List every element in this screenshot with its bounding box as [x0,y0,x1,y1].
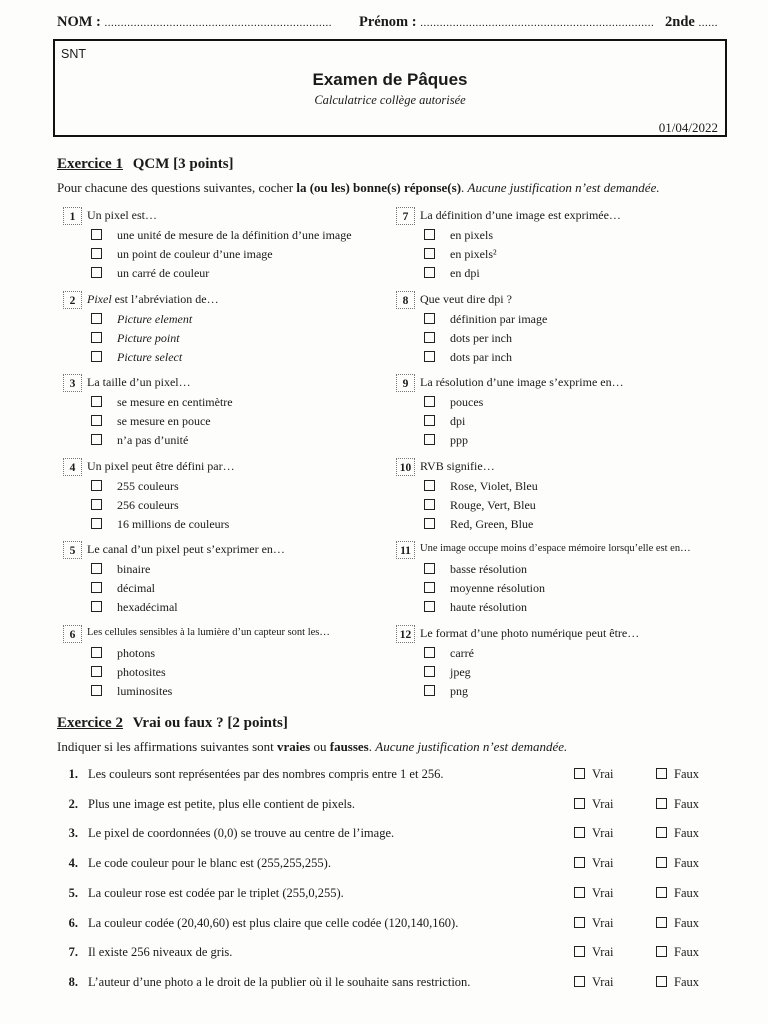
answer-option[interactable] [91,581,155,596]
instruction-or: ou [310,739,330,754]
option-label: en pixels [450,228,493,242]
instruction-italic: Aucune justification n’est demandée. [375,739,568,754]
instruction-bold: la (ou les) bonne(s) réponse(s) [296,180,462,195]
answer-option[interactable] [91,517,229,532]
answer-option[interactable] [91,479,179,494]
faux-choice[interactable] [656,856,699,871]
faux-choice[interactable] [656,886,699,901]
answer-option[interactable] [424,646,474,661]
question-text [87,542,285,557]
class-label: 2nde [665,14,695,30]
question-number: 1 [63,207,82,225]
option-label: une unité de mesure de la définition d’une image [117,228,352,242]
question-text-main: RVB signifie… [420,459,495,473]
prenom-label: Prénom : [359,14,417,30]
question-text [87,208,157,223]
prenom-dots: ........................................................................ [420,17,655,29]
question-text [420,208,621,223]
question-text [420,626,639,641]
faux-checkbox[interactable] [656,946,667,957]
answer-option[interactable] [424,331,512,346]
vrai-checkbox[interactable] [574,768,585,779]
instruction-bold-vraies: vraies [277,739,311,754]
option-label: photosites [117,665,166,679]
option-label: Picture element [117,312,193,326]
faux-checkbox[interactable] [656,917,667,928]
answer-option[interactable] [424,395,483,410]
checkbox[interactable] [91,666,102,677]
faux-label: Faux [674,974,699,989]
exercise1-heading [57,156,234,173]
answer-option[interactable] [424,433,468,448]
faux-label: Faux [674,885,699,900]
option-label: jpeg [450,665,471,679]
faux-choice[interactable] [656,945,699,960]
question-text-main: Le format d’une photo numérique peut être… [420,626,640,640]
checkbox[interactable] [91,518,102,529]
answer-option[interactable] [424,228,493,243]
answer-option[interactable] [424,266,480,281]
option-label: png [450,684,468,698]
vrai-label: Vrai [592,974,614,989]
checkbox[interactable] [424,332,435,343]
vrai-checkbox[interactable] [574,917,585,928]
answer-option[interactable] [424,562,527,577]
checkbox[interactable] [91,332,102,343]
instruction-text: Pour chacune des questions suivantes, cocher [57,180,297,195]
answer-option[interactable] [424,684,468,699]
vrai-choice[interactable] [574,856,613,871]
option-label: Picture point [117,331,180,345]
faux-checkbox[interactable] [656,976,667,987]
option-label: Rouge, Vert, Bleu [450,498,536,512]
answer-option[interactable] [424,247,497,262]
exercise2-label: Exercice 2 [57,715,123,731]
instruction-text: Indiquer si les affirmations suivantes sont [57,739,278,754]
question-text-main: Une image occupe moins d’espace mémoire lorsqu’elle est en… [420,543,691,554]
vrai-label: Vrai [592,915,614,930]
answer-option[interactable] [424,350,512,365]
vrai-label: Vrai [592,856,614,871]
vrai-choice[interactable] [574,767,613,782]
statement-text: Il existe 256 niveaux de gris. [88,945,233,960]
option-label: se mesure en pouce [117,414,211,428]
option-label: photons [117,646,156,660]
class-dots: ...... [698,17,718,29]
question-text-main: La taille d’un pixel… [87,375,191,389]
checkbox[interactable] [91,396,102,407]
vrai-choice[interactable] [574,886,613,901]
question-number: 11 [396,541,415,559]
title-box [53,39,727,137]
checkbox[interactable] [91,563,102,574]
faux-checkbox[interactable] [656,798,667,809]
checkbox[interactable] [424,396,435,407]
question-number: 6 [63,625,82,643]
statement-row [64,767,724,787]
faux-choice[interactable] [656,826,699,841]
nom-dots: ...................................................................... [104,17,333,29]
question-text [87,375,191,390]
statement-text: Le pixel de coordonnées (0,0) se trouve au centre de l’image. [88,826,395,841]
checkbox[interactable] [424,601,435,612]
instruction-sep: . [461,180,468,195]
vrai-checkbox[interactable] [574,857,585,868]
option-label: pouces [450,395,484,409]
answer-option[interactable] [91,331,180,346]
question-text [87,292,219,307]
vrai-checkbox[interactable] [574,976,585,987]
checkbox[interactable] [424,351,435,362]
exam-date: 01/04/2022 [658,120,718,135]
vrai-choice[interactable] [574,826,613,841]
statement-number: 7. [68,945,78,960]
checkbox[interactable] [424,229,435,240]
option-label: définition par image [450,312,548,326]
statement-text: Les couleurs sont représentées par des nombres compris entre 1 et 256. [88,767,444,781]
statement-row [64,856,724,876]
exercise1-title: QCM [3 points] [132,156,234,172]
statement-number: 1. [68,767,78,781]
question-number: 3 [63,374,82,392]
exam-title: Examen de Pâques [312,70,468,89]
question-text [420,292,512,307]
checkbox[interactable] [424,563,435,574]
nom-field[interactable] [57,14,332,31]
checkbox[interactable] [91,434,102,445]
checkbox[interactable] [424,647,435,658]
answer-option[interactable] [91,312,192,327]
checkbox[interactable] [424,434,435,445]
checkbox[interactable] [424,248,435,259]
prenom-field[interactable] [359,14,654,31]
statement-text: L’auteur d’une photo a le droit de la publier où il le souhaite sans restriction. [88,974,471,989]
option-label: carré [450,646,474,660]
checkbox[interactable] [424,499,435,510]
statement-text: Le code couleur pour le blanc est (255,255,255). [88,856,331,871]
answer-option[interactable] [424,312,547,327]
question-number: 5 [63,541,82,559]
answer-option[interactable] [91,266,209,281]
question-text-main: Un pixel est… [87,208,157,222]
checkbox[interactable] [91,313,102,324]
faux-label: Faux [674,945,699,960]
faux-label: Faux [674,767,699,781]
checkbox[interactable] [424,685,435,696]
faux-checkbox[interactable] [656,768,667,779]
answer-option[interactable] [91,350,182,365]
faux-choice[interactable] [656,797,699,812]
statement-row [64,826,724,846]
answer-option[interactable] [91,395,233,410]
option-label: luminosites [117,684,173,698]
statement-number: 8. [68,974,78,989]
option-label: ppp [450,433,468,447]
nom-label: NOM : [57,14,101,30]
question-text [420,543,691,554]
option-label: haute résolution [450,600,527,614]
vrai-checkbox[interactable] [574,798,585,809]
answer-option[interactable] [424,600,527,615]
option-label: moyenne résolution [450,581,545,595]
checkbox[interactable] [91,685,102,696]
question-number: 12 [396,625,415,643]
statement-text: La couleur rose est codée par le triplet (255,0,255). [88,885,344,900]
vrai-choice[interactable] [574,916,613,931]
question-text-main: La résolution d’une image s’exprime en… [420,375,624,389]
question-number: 4 [63,458,82,476]
vrai-choice[interactable] [574,975,613,990]
faux-checkbox[interactable] [656,857,667,868]
question-text [420,375,624,390]
statement-text: La couleur codée (20,40,60) est plus claire que celle codée (120,140,160). [88,915,459,930]
instruction-sep: . [368,739,376,754]
option-label: décimal [117,581,155,595]
checkbox[interactable] [424,313,435,324]
faux-checkbox[interactable] [656,827,667,838]
statement-row [64,916,724,936]
answer-option[interactable] [91,684,172,699]
faux-label: Faux [674,856,699,871]
option-label: Picture select [117,350,183,364]
option-label: dpi [450,414,466,428]
exercise1-label: Exercice 1 [57,156,123,172]
vrai-checkbox[interactable] [574,887,585,898]
instruction-italic: Aucune justification n’est demandée. [467,180,660,195]
class-field[interactable] [665,14,718,31]
question-text-main: est l’abréviation de… [111,292,219,306]
answer-option[interactable] [91,646,155,661]
vrai-choice[interactable] [574,945,613,960]
option-label: 256 couleurs [117,498,179,512]
question-number: 10 [396,458,415,476]
option-label: se mesure en centimètre [117,395,233,409]
question-text-italic: Pixel [87,292,112,306]
answer-option[interactable] [424,498,536,513]
faux-label: Faux [674,826,699,841]
instruction-bold-fausses: fausses [329,739,369,754]
option-label: en pixels² [450,247,497,261]
checkbox[interactable] [91,647,102,658]
question-text [420,459,495,474]
answer-option[interactable] [91,562,150,577]
question-number: 9 [396,374,415,392]
answer-option[interactable] [424,581,545,596]
answer-option[interactable] [424,665,471,680]
vrai-label: Vrai [592,826,614,841]
vrai-choice[interactable] [574,797,613,812]
checkbox[interactable] [424,518,435,529]
question-text-main: Les cellules sensibles à la lumière d’un capteur sont les… [87,627,330,638]
option-label: hexadécimal [117,600,178,614]
statement-row [64,945,724,965]
checkbox[interactable] [91,267,102,278]
question-text [87,459,235,474]
answer-option[interactable] [424,479,538,494]
answer-option[interactable] [91,247,273,262]
exercise2-heading [57,715,288,732]
option-label: Rose, Violet, Bleu [450,479,538,493]
option-label: un carré de couleur [117,266,210,280]
checkbox[interactable] [424,480,435,491]
option-label: n’a pas d’unité [117,433,189,447]
checkbox[interactable] [91,601,102,612]
answer-option[interactable] [91,600,178,615]
subject-label: SNT [61,47,86,61]
checkbox[interactable] [424,582,435,593]
vrai-label: Vrai [592,767,614,781]
answer-option[interactable] [91,228,352,243]
faux-choice[interactable] [656,916,699,931]
answer-option[interactable] [91,433,188,448]
question-text [87,627,330,638]
faux-label: Faux [674,796,699,811]
faux-choice[interactable] [656,767,699,782]
checkbox[interactable] [91,415,102,426]
checkbox[interactable] [91,229,102,240]
option-label: 255 couleurs [117,479,179,493]
checkbox[interactable] [91,351,102,362]
question-text-main: Un pixel peut être défini par… [87,459,235,473]
statement-number: 2. [68,796,78,811]
faux-choice[interactable] [656,975,699,990]
vrai-checkbox[interactable] [574,827,585,838]
statement-row [64,886,724,906]
statement-row [64,975,724,995]
checkbox[interactable] [91,582,102,593]
option-label: binaire [117,562,151,576]
checkbox[interactable] [91,480,102,491]
option-label: basse résolution [450,562,527,576]
answer-option[interactable] [424,517,533,532]
question-text-main: La définition d’une image est exprimée… [420,208,621,222]
checkbox[interactable] [424,267,435,278]
answer-option[interactable] [91,498,179,513]
option-label: un point de couleur d’une image [117,247,273,261]
answer-option[interactable] [424,414,465,429]
option-label: 16 millions de couleurs [117,517,230,531]
faux-label: Faux [674,915,699,930]
question-number: 7 [396,207,415,225]
option-label: dots par inch [450,350,512,364]
vrai-label: Vrai [592,885,614,900]
statement-text: Plus une image est petite, plus elle contient de pixels. [88,796,355,811]
question-number: 8 [396,291,415,309]
checkbox[interactable] [91,499,102,510]
question-text-main: Que veut dire dpi ? [420,292,512,306]
statement-number: 3. [68,826,78,841]
exercise1-instruction [57,180,660,196]
faux-checkbox[interactable] [656,887,667,898]
statement-row [64,797,724,817]
exercise2-instruction [57,739,567,755]
checkbox[interactable] [424,415,435,426]
option-label: en dpi [450,266,480,280]
vrai-label: Vrai [592,945,614,960]
exam-subtitle: Calculatrice collège autorisée [314,93,466,107]
checkbox[interactable] [91,248,102,259]
exercise2-title: Vrai ou faux ? [2 points] [132,715,288,731]
statement-number: 5. [68,885,78,900]
question-text-main: Le canal d’un pixel peut s’exprimer en… [87,542,285,556]
vrai-label: Vrai [592,796,614,811]
vrai-checkbox[interactable] [574,946,585,957]
option-label: Red, Green, Blue [450,517,534,531]
option-label: dots per inch [450,331,512,345]
statement-number: 6. [68,915,78,930]
answer-option[interactable] [91,665,166,680]
answer-option[interactable] [91,414,211,429]
checkbox[interactable] [424,666,435,677]
question-number: 2 [63,291,82,309]
statement-number: 4. [68,856,78,871]
